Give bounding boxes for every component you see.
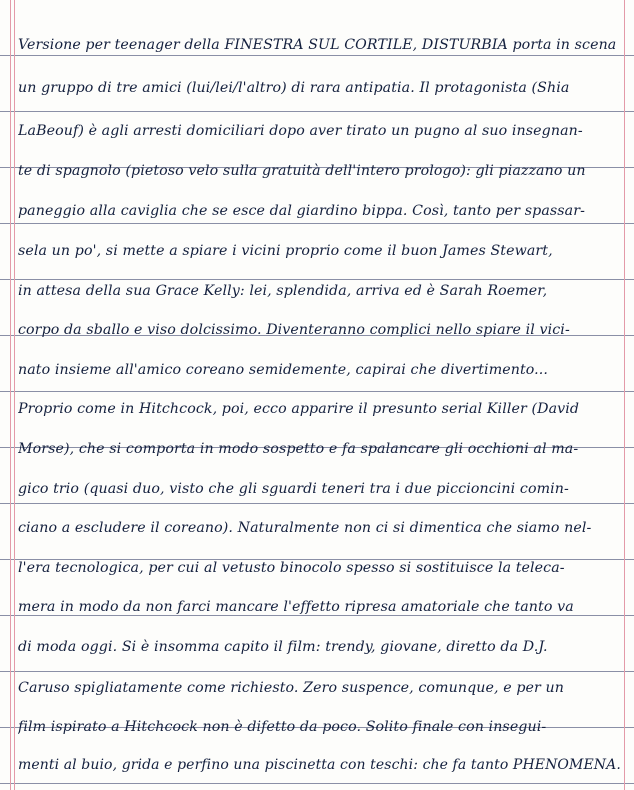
text-line-11: Morse), che si comporta in modo sospetto e fa spalancare gli occhioni al ma- bbox=[18, 441, 579, 457]
text-line-18: film ispirato a Hitchcock non è difetto da poco. Solito finale con insegui- bbox=[18, 719, 547, 735]
text-line-15: mera in modo da non farci mancare l'effetto ripresa amatoriale che tanto va bbox=[18, 599, 574, 615]
left-margin-line bbox=[10, 0, 11, 790]
text-line-10: Proprio come in Hitchcock, poi, ecco apparire il presunto serial Killer (David bbox=[18, 401, 580, 417]
text-line-7: in attesa della sua Grace Kelly: lei, splendida, arriva ed è Sarah Roemer, bbox=[18, 283, 548, 299]
text-line-13: ciano a escludere il coreano). Naturalmente non ci si dimentica che siamo nel- bbox=[18, 520, 592, 536]
text-line-12: gico trio (quasi duo, visto che gli sguardi teneri tra i due piccioncini comin- bbox=[18, 481, 569, 497]
text-line-17: Caruso spigliatamente come richiesto. Zero suspence, comunque, e per un bbox=[18, 680, 564, 696]
text-line-2: un gruppo di tre amici (lui/lei/l'altro) di rara antipatia. Il protagonista (Shia bbox=[18, 80, 570, 96]
left-margin-line-inner bbox=[14, 0, 15, 790]
text-line-4: te di spagnolo (pietoso velo sulla gratuità dell'intero prologo): gli piazzano un bbox=[18, 163, 586, 179]
text-line-19: menti al buio, grida e perfino una piscinetta con teschi: che fa tanto PHENOMENA. bbox=[18, 757, 621, 773]
text-line-16: di moda oggi. Si è insomma capito il film: trendy, giovane, diretto da D.J. bbox=[18, 639, 548, 655]
text-line-9: nato insieme all'amico coreano semidemente, capirai che divertimento... bbox=[18, 362, 548, 378]
text-line-6: sela un po', si mette a spiare i vicini proprio come il buon James Stewart, bbox=[18, 243, 553, 259]
text-line-1: Versione per teenager della FINESTRA SUL CORTILE, DISTURBIA porta in scena bbox=[18, 37, 617, 53]
text-line-3: LaBeouf) è agli arresti domiciliari dopo aver tirato un pugno al suo insegnan- bbox=[18, 123, 583, 139]
text-line-8: corpo da sballo e viso dolcissimo. Diventeranno complici nello spiare il vici- bbox=[18, 322, 570, 338]
right-margin-line bbox=[624, 0, 625, 790]
text-line-14: l'era tecnologica, per cui al vetusto binocolo spesso si sostituisce la teleca- bbox=[18, 560, 565, 576]
text-line-5: paneggio alla caviglia che se esce dal giardino bippa. Così, tanto per spassar- bbox=[18, 203, 586, 219]
